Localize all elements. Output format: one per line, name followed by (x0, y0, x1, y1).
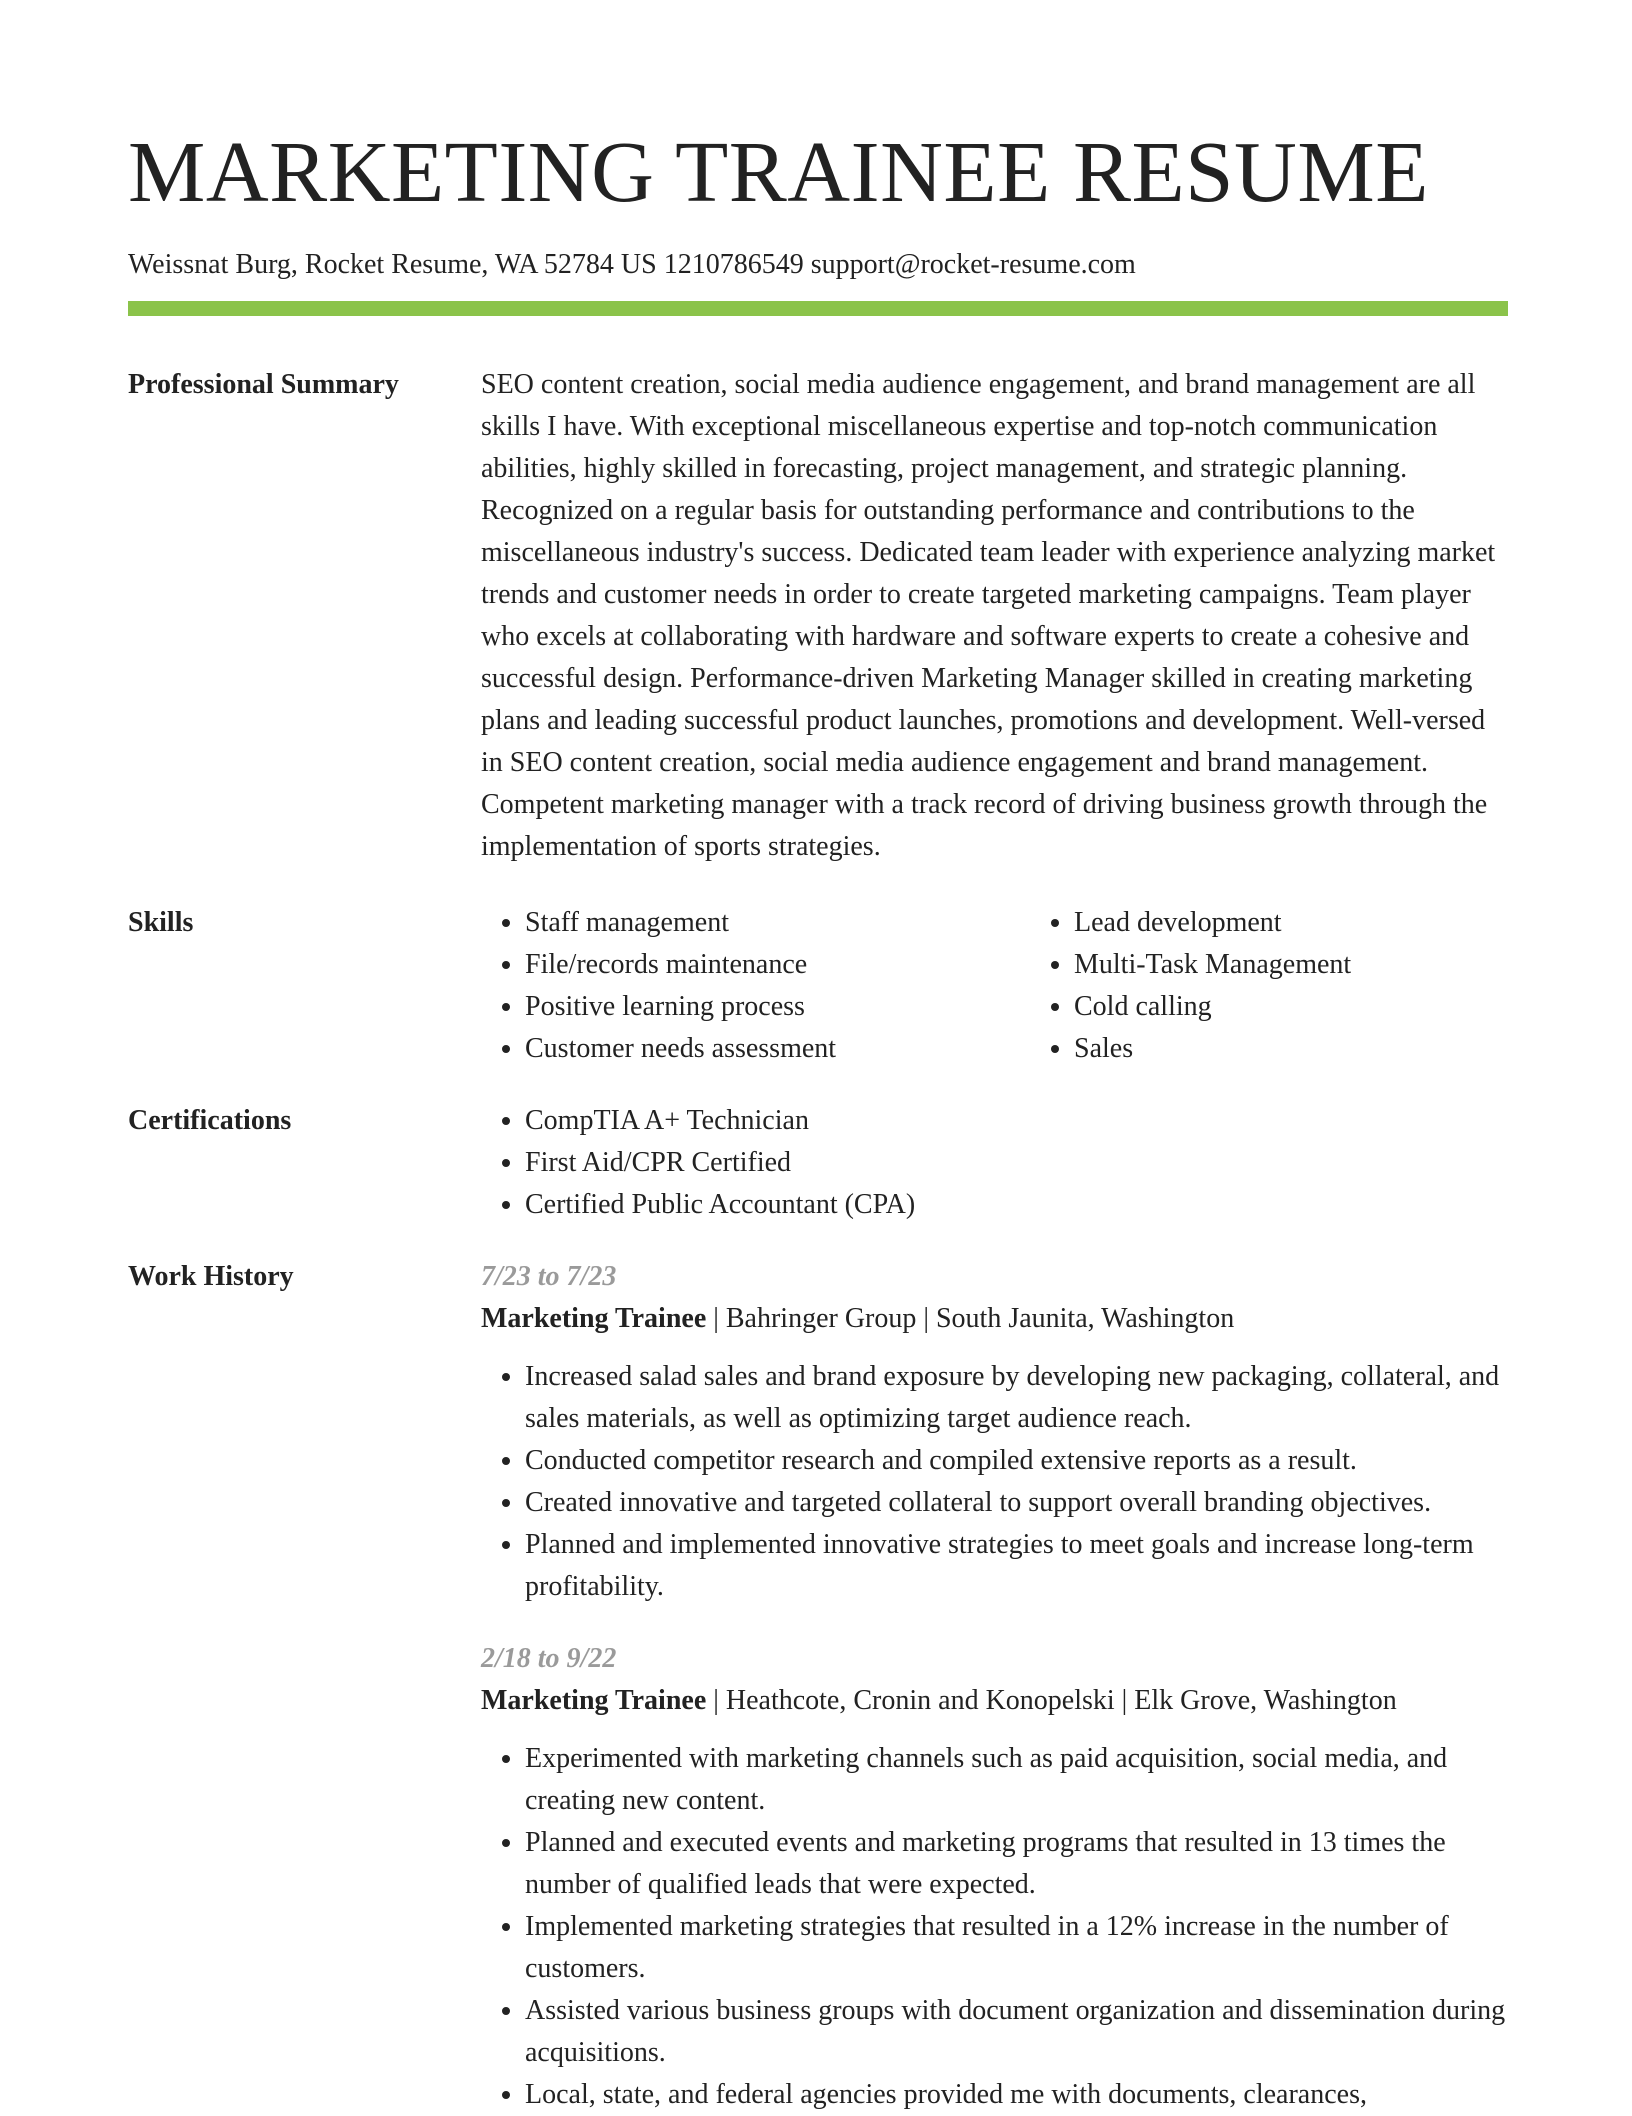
job-company-location: | Bahringer Group | South Jaunita, Washington (706, 1303, 1235, 1334)
skills-section (128, 902, 1508, 1070)
job-bullet: • Conducted competitor research and compiled extensive reports as a result. (525, 1440, 1508, 1482)
certifications-label: Certifications (128, 1105, 292, 1136)
skills-column-1 (481, 902, 1030, 1070)
job-bullets (481, 1738, 1508, 2116)
skills-label: Skills (128, 907, 194, 938)
skills-body (481, 902, 1579, 1070)
skill-item: • Multi-Task Management (1074, 944, 1579, 986)
work-history-section (128, 1256, 1508, 2116)
job-entry (481, 1256, 1508, 1608)
certifications-body (481, 1100, 1508, 1226)
skill-item: • Lead development (1074, 902, 1579, 944)
job-bullet: • Assisted various business groups with document organization and dissemination during acquisitions. (525, 1990, 1508, 2074)
skill-item: • Sales (1074, 1028, 1579, 1070)
job-bullet: • Planned and executed events and marketing programs that resulted in 13 times the number of qualified leads that were expected. (525, 1822, 1508, 1906)
work-history-body (481, 1256, 1508, 2116)
accent-divider (128, 301, 1508, 316)
work-history-label: Work History (128, 1261, 294, 1292)
summary-body (481, 364, 1508, 868)
job-entry (481, 1638, 1508, 2116)
job-header (481, 1298, 1508, 1340)
job-bullet: • Increased salad sales and brand exposure by developing new packaging, collateral, and sales materials, as well as optimizing target audience reach. (525, 1356, 1508, 1440)
job-title: Marketing Trainee (481, 1685, 707, 1716)
job-bullet: • Local, state, and federal agencies provided me with documents, clearances, (525, 2074, 1508, 2116)
certification-item: • First Aid/CPR Certified (525, 1142, 1508, 1184)
skill-item: • Customer needs assessment (525, 1028, 1030, 1070)
resume-title: MARKETING TRAINEE RESUME (128, 123, 1429, 220)
contact-line: Weissnat Burg, Rocket Resume, WA 52784 US 1210786549 support@rocket-resume.com (128, 249, 1136, 280)
job-bullet: • Implemented marketing strategies that resulted in a 12% increase in the number of customers. (525, 1906, 1508, 1990)
job-company-location: | Heathcote, Cronin and Konopelski | Elk Grove, Washington (706, 1685, 1397, 1716)
job-header (481, 1680, 1508, 1722)
certifications-list (481, 1100, 1508, 1226)
job-bullet: • Planned and implemented innovative strategies to meet goals and increase long-term profitability. (525, 1524, 1508, 1608)
skills-column-2 (1030, 902, 1579, 1070)
summary-text: SEO content creation, social media audience engagement, and brand management are all skills I have. With exceptional miscellaneous expertise and top-notch communication abilities, highly skilled in forecasting, project management, and strategic planning. Recognized on a regular basis for outstanding performance and contributions to the miscellaneous industry's success. Dedicated team leader with experience analyzing market trends and customer needs in order to create targeted marketing campaigns. Team player who excels at collaborating with hardware and software experts to create a cohesive and successful design. Performance-driven Marketing Manager skilled in creating marketing plans and leading successful product launches, promotions and development. Well-versed in SEO content creation, social media audience engagement and brand management. Competent marketing manager with a track record of driving business growth through the implementation of sports strategies. (481, 369, 1496, 862)
certifications-section (128, 1100, 1508, 1226)
skill-item: • File/records maintenance (525, 944, 1030, 986)
resume-page (128, 0, 1508, 2116)
skill-item: • Staff management (525, 902, 1030, 944)
job-dates: 2/18 to 9/22 (481, 1643, 617, 1674)
job-bullet: • Experimented with marketing channels such as paid acquisition, social media, and creating new content. (525, 1738, 1508, 1822)
job-bullet: • Created innovative and targeted collateral to support overall branding objectives. (525, 1482, 1508, 1524)
job-bullets (481, 1356, 1508, 1608)
certification-item: • Certified Public Accountant (CPA) (525, 1184, 1508, 1226)
job-dates: 7/23 to 7/23 (481, 1261, 617, 1292)
summary-label: Professional Summary (128, 369, 399, 400)
summary-section (128, 364, 1508, 868)
job-title: Marketing Trainee (481, 1303, 707, 1334)
skill-item: • Cold calling (1074, 986, 1579, 1028)
skill-item: • Positive learning process (525, 986, 1030, 1028)
certification-item: • CompTIA A+ Technician (525, 1100, 1508, 1142)
